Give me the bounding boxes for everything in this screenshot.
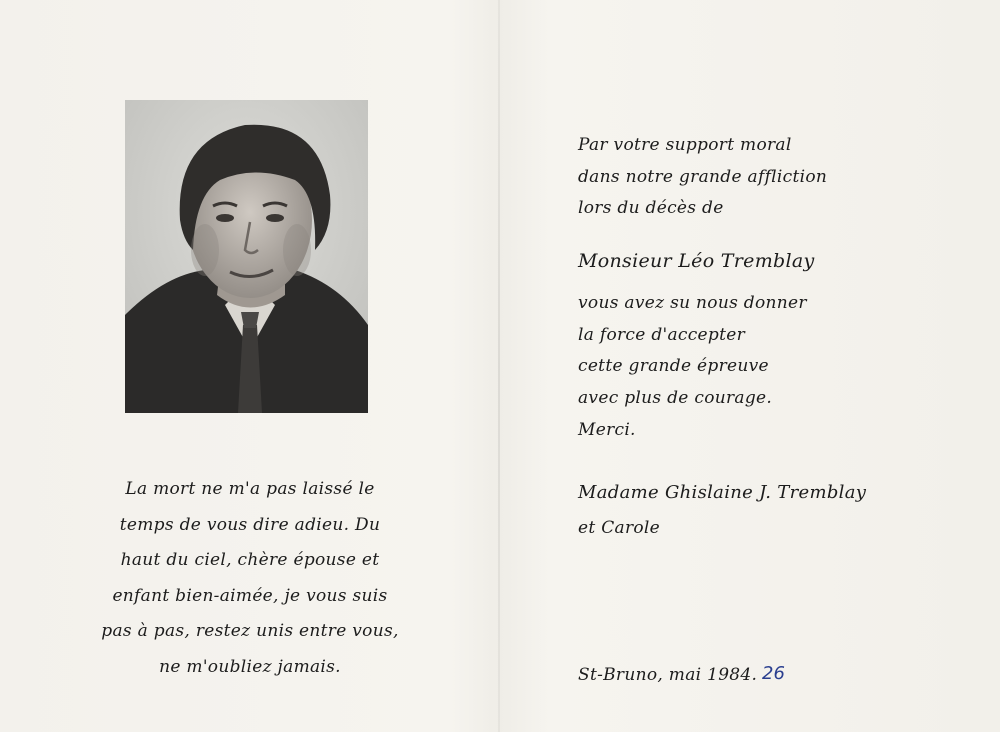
memorial-verse [100, 472, 400, 685]
verse-line: pas à pas, restez unis entre vous, [101, 621, 399, 641]
message-line: vous avez su nous donner [578, 293, 807, 313]
verse-line: temps de vous dire adieu. Du [119, 514, 381, 535]
verse-line: ne m'oubliez jamais. [159, 656, 341, 677]
message-line: lors du décès de [578, 198, 724, 218]
signature-line-2: et Carole [578, 518, 660, 538]
message-line: la force d'accepter [578, 324, 746, 345]
message-line: avec plus de courage. [578, 387, 773, 408]
thanks-message-intro [578, 130, 827, 225]
thanks-word: Merci. [578, 420, 636, 440]
verse-line: enfant bien-aimée, je vous suis [112, 585, 388, 606]
message-line: dans notre grande affliction [578, 166, 828, 187]
thanks-message-body [578, 288, 807, 414]
handwritten-day: 26 [762, 663, 785, 684]
place-date: St-Bruno, mai 1984. [578, 665, 758, 685]
verse-line: haut du ciel, chère épouse et [120, 550, 380, 570]
card-fold [498, 0, 500, 732]
deceased-name: Monsieur Léo Tremblay [578, 250, 815, 272]
message-line: cette grande épreuve [578, 356, 769, 376]
portrait-photo-icon [125, 100, 368, 413]
signature-line-1: Madame Ghislaine J. Tremblay [578, 482, 867, 503]
verse-line: La mort ne m'a pas laissé le [125, 479, 375, 499]
message-line: Par votre support moral [578, 135, 792, 155]
